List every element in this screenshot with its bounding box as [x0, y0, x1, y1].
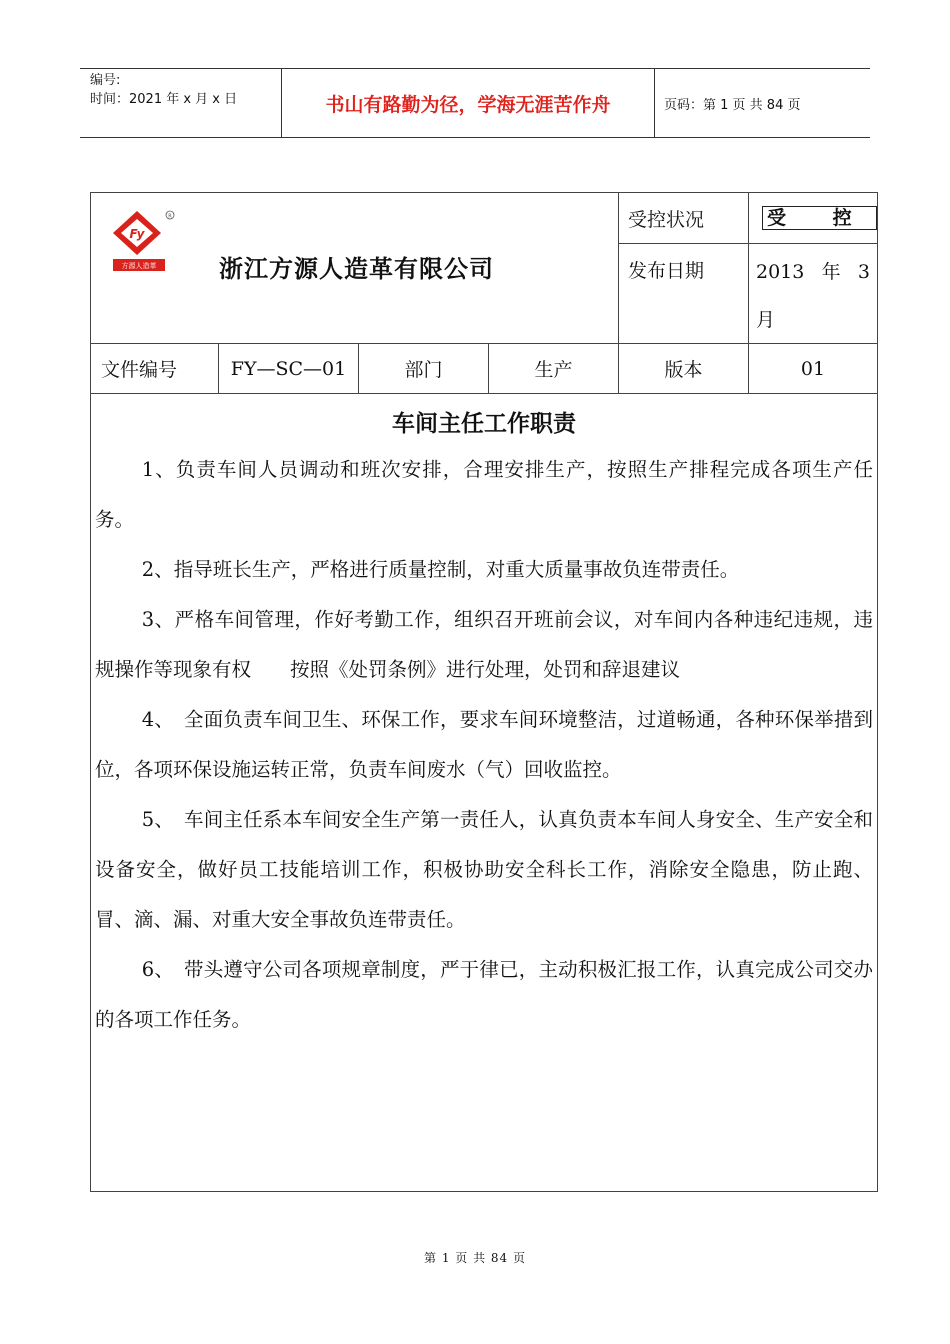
- number-label: 编号:: [90, 73, 121, 88]
- release-date-line2: 月: [756, 309, 776, 331]
- duty-item: 3、严格车间管理，作好考勤工作，组织召开班前会议，对车间内各种违纪违规，违规操作等现象有权 按照《处罚条例》进行处理，处罚和辞退建议: [95, 608, 873, 681]
- svg-text:Fy: Fy: [129, 227, 145, 241]
- control-status-value: 受 控: [762, 206, 877, 230]
- page-footer: 第 1 页 共 84 页: [424, 1251, 526, 1265]
- grid-line: [91, 393, 877, 394]
- version-label: 版本: [664, 359, 703, 381]
- header-page-info: 页码：第 1 页 共 84 页: [664, 97, 801, 113]
- svg-text:方源人造革: 方源人造革: [121, 262, 157, 270]
- release-date-line: [756, 248, 870, 296]
- running-header: [80, 68, 870, 138]
- svg-text:R: R: [168, 213, 172, 220]
- release-year-unit: 年: [821, 261, 841, 283]
- release-date-value: [748, 244, 878, 343]
- company-name: 浙江方源人造革有限公司: [219, 255, 494, 283]
- header-motto: 书山有路勤为径，学海无涯苦作舟: [282, 69, 655, 137]
- dept-value: 生产: [534, 359, 573, 381]
- duties-body: [95, 445, 873, 1045]
- dept-label: 部门: [404, 359, 443, 381]
- company-logo: [107, 207, 181, 273]
- file-no-label: 文件编号: [101, 359, 178, 381]
- file-no-value: FY—SC—01: [230, 357, 347, 380]
- duty-item: 4、 全面负责车间卫生、环保工作，要求车间环境整洁，过道畅通，各种环保举措到位，各项环保设施运转正常，负责车间废水（气）回收监控。: [95, 708, 873, 781]
- duty-item: 1、负责车间人员调动和班次安排，合理安排生产，按照生产排程完成各项生产任务。: [95, 458, 873, 531]
- duty-item: 5、 车间主任系本车间安全生产第一责任人，认真负责本车间人身安全、生产安全和设备安全，做好员工技能培训工作，积极协助安全科长工作，消除安全隐患，防止跑、冒、滴、漏、对重大安全事故负连带责任。: [95, 808, 873, 931]
- time-label: 时间：2021 年 x 月 x 日: [90, 92, 238, 107]
- control-status-label: 受控状况: [628, 208, 705, 231]
- release-year: 2013: [756, 261, 805, 283]
- release-month: 3: [857, 261, 870, 283]
- control-status-cell: [748, 193, 878, 243]
- header-meta: [80, 69, 282, 137]
- document-title: 车间主任工作职责: [392, 411, 576, 437]
- duty-item: 2、指导班长生产，严格进行质量控制，对重大质量事故负连带责任。: [141, 558, 740, 581]
- document-form: [90, 192, 878, 1192]
- duty-item: 6、 带头遵守公司各项规章制度，严于律已，主动积极汇报工作，认真完成公司交办的各项工作任务。: [95, 958, 873, 1031]
- release-date-label: 发布日期: [628, 259, 705, 282]
- version-value: 01: [800, 357, 826, 380]
